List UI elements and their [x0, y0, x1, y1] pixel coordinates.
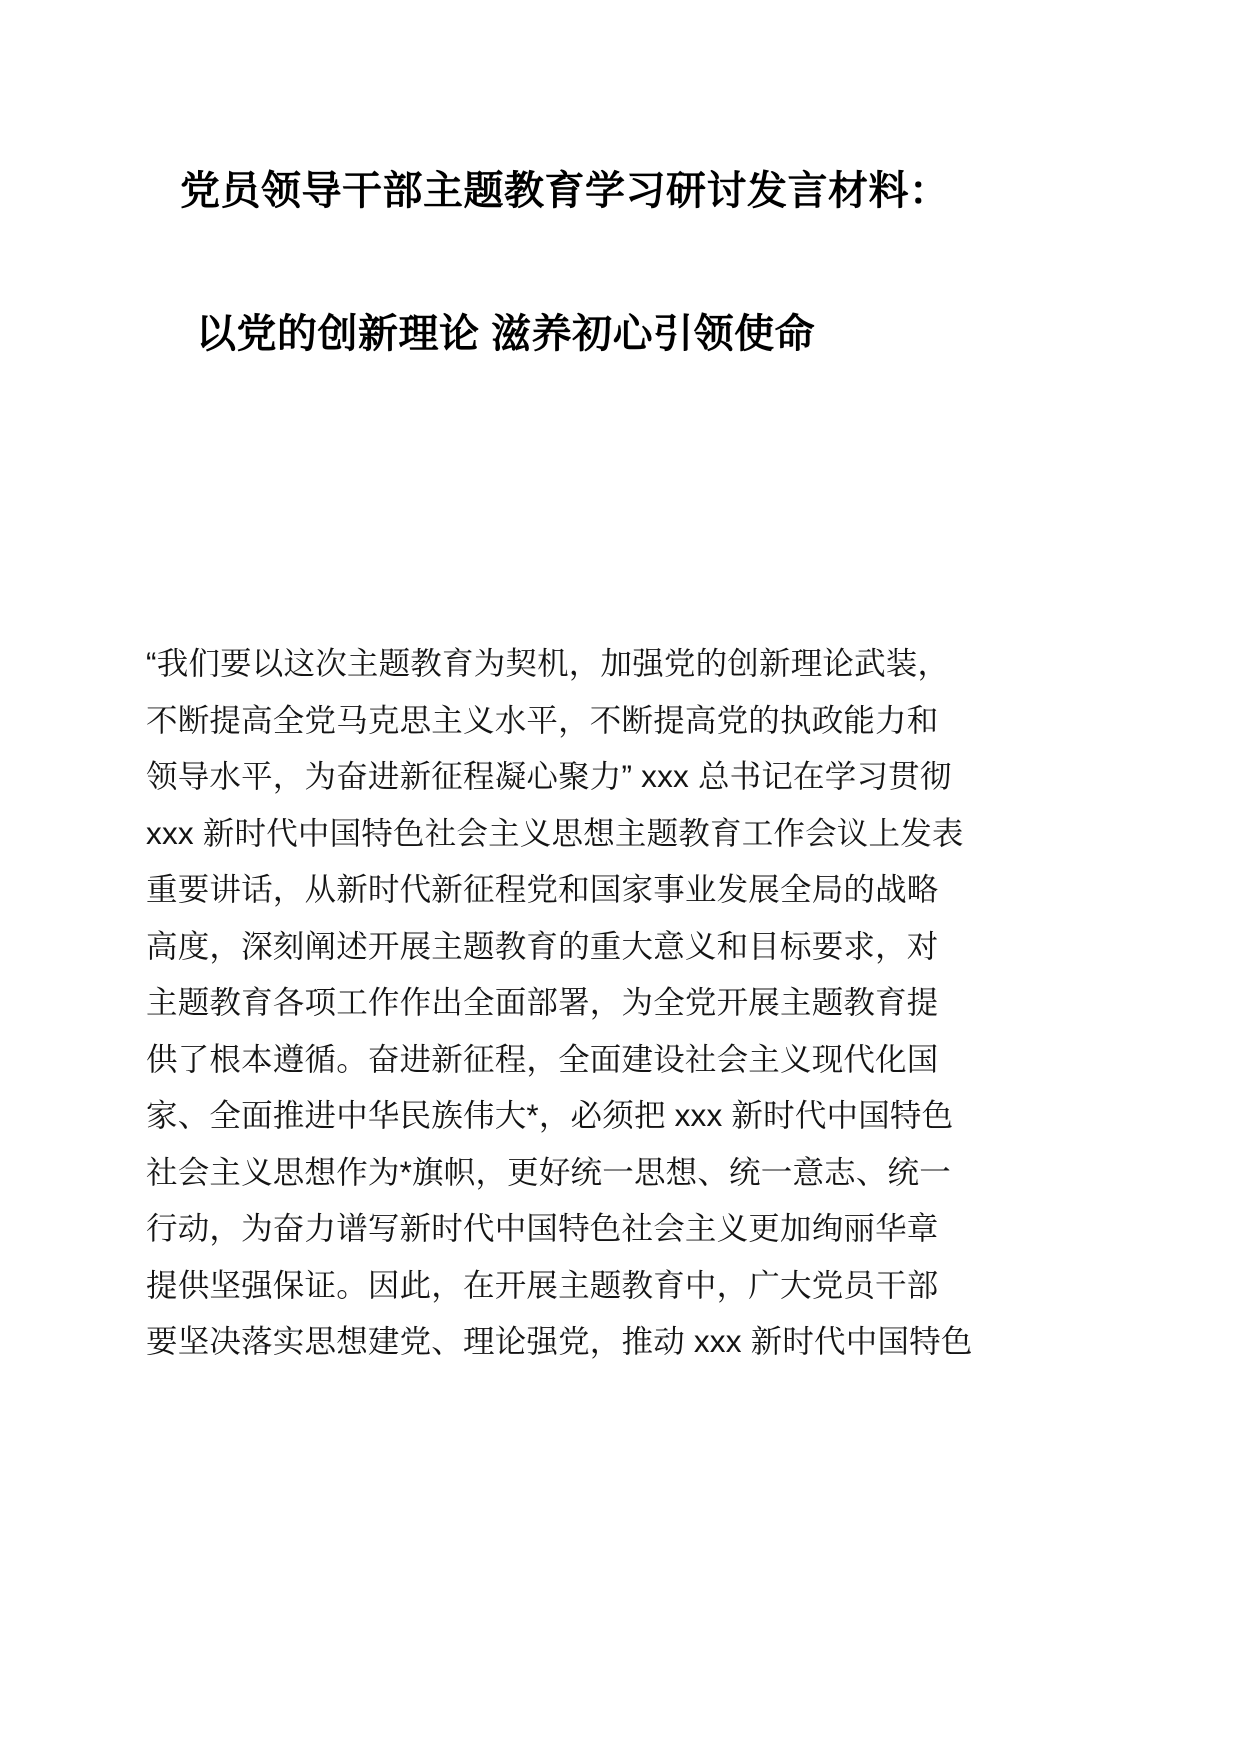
- body-line: 行动，为奋力谱写新时代中国特色社会主义更加绚丽华章: [146, 1210, 939, 1246]
- document-title-block: [146, 0, 1094, 357]
- page-title-line-2: 以党的创新理论 滋养初心引领使命: [196, 312, 816, 356]
- page-title-line-1: 党员领导干部主题教育学习研讨发言材料：: [180, 169, 950, 213]
- body-line: 高度，深刻阐述开展主题教育的重大意义和目标要求，对: [146, 927, 939, 964]
- document-body: [146, 635, 1094, 1370]
- body-line: 提供坚强保证。因此，在开展主题教育中，广大党员干部: [146, 1266, 939, 1303]
- body-line: 不断提高全党马克思主义水平，不断提高党的执政能力和: [146, 701, 939, 738]
- body-paragraph-1: [146, 635, 1094, 1370]
- body-line: 社会主义思想作为*旗帜，更好统一思想、统一意志、统一: [146, 1153, 951, 1190]
- body-line: 重要讲话，从新时代新征程党和国家事业发展全局的战略: [146, 871, 939, 907]
- body-line: 要坚决落实思想建党、理论强党，推动 xxx 新时代中国特色: [146, 1323, 973, 1359]
- body-line: 主题教育各项工作作出全面部署，为全党开展主题教育提: [146, 984, 939, 1020]
- body-line: xxx 新时代中国特色社会主义思想主题教育工作会议上发表: [146, 814, 964, 851]
- body-line: 领导水平，为奋进新征程凝心聚力” xxx 总书记在学习贯彻: [146, 758, 952, 794]
- body-line: 家、全面推进中华民族伟大*，必须把 xxx 新时代中国特色: [146, 1097, 954, 1133]
- body-line: “我们要以这次主题教育为契机，加强党的创新理论武装，: [146, 645, 950, 681]
- body-line: 供了根本遵循。奋进新征程，全面建设社会主义现代化国: [146, 1040, 939, 1077]
